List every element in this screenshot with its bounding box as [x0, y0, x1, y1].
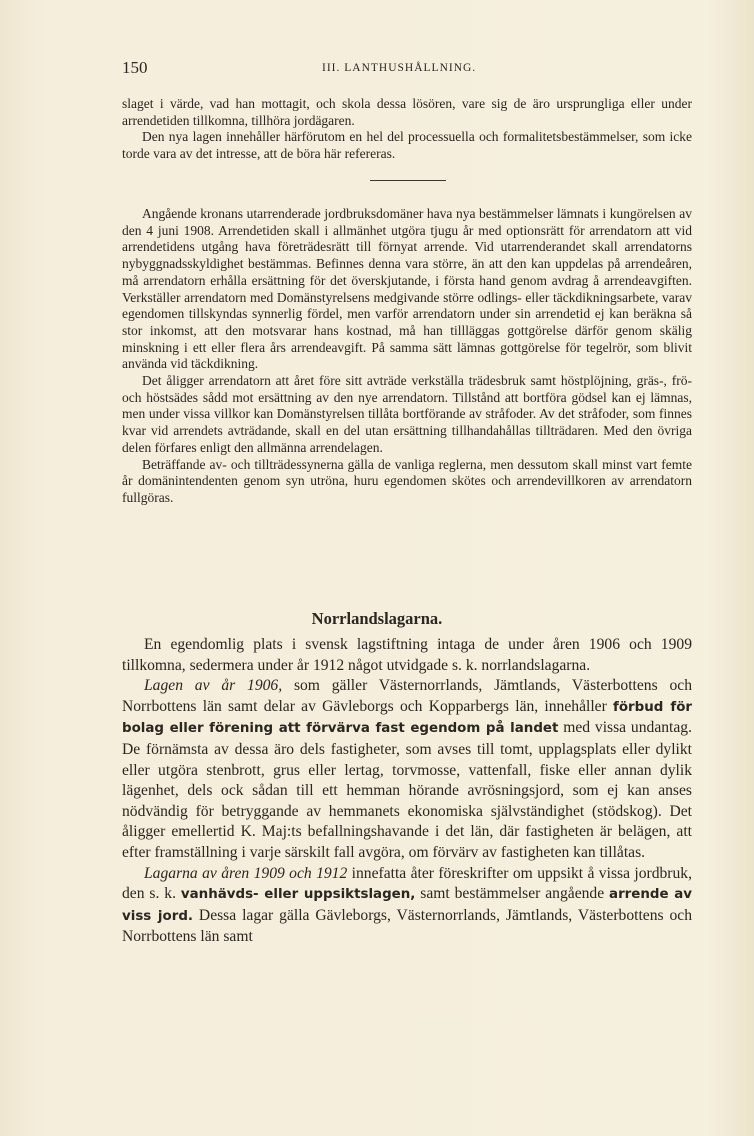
kronans-paragraph-2: Det åligger arrendatorn att året före sitt avträde verkställa trädesbruk samt höstplöjning, gräs-, frö- och höstsädes sådd mot ersättning av den nye arrendatorn. Tillstånd att bortföra gödsel kan ej lämnas, men under vissa villkor kan Domänstyrelsen tillåta bortförande av stråfoder. Av det stråfoder, som finnes kvar vid arrendets avträdande, skall en del utan ersättning tillhandahållas tillträdaren. Med den övriga delen förfares enligt den allmänna arrendelagen.: [122, 373, 692, 455]
section-divider: [370, 180, 446, 181]
norrland-paragraph-2: [122, 676, 692, 863]
law-1909-emphasis-1: vanhävds- eller uppsiktslagen,: [180, 887, 416, 903]
kronans-paragraph-3: Beträffande av- och tillträdessynerna gälla de vanliga reglerna, men dessutom skall minst vart femte år domänintendenten genom syn utröna, huru egendomen skötes och arrendevillkoren av arrendatorn fullgöras.: [122, 456, 692, 505]
law-1906-emphasis: förbud för bolag eller förening att förvärva fast egendom på landet: [122, 699, 693, 737]
law-1909-emphasis-2: arrende av viss jord.: [122, 887, 693, 924]
law-1906-title: Lagen av år 1906,: [144, 677, 283, 695]
page-header: [122, 58, 694, 82]
intro-paragraph-1: slaget i värde, vad han mottagit, och skola dessa lösören, vare sig de äro ursprungliga eller under arrendetiden tillkomna, tillhöra jordägaren.: [122, 96, 692, 128]
intro-text: [122, 96, 692, 163]
law-1909-text-a: innefatta åter föreskrifter om uppsikt å vissa jordbruk, den s. k.: [122, 864, 692, 903]
norrland-text: [122, 635, 692, 948]
section-heading: Norrlandslagarna.: [311, 609, 443, 628]
law-1906-text-a: som gäller Västernorrlands, Jämtlands, Västerbottens och Norrbottens län samt delar av Gävleborgs och Kopparbergs län, innehåller: [122, 677, 692, 715]
kronans-paragraph-1: Angående kronans utarrenderade jordbruksdomäner hava nya bestämmelser lämnats i kungörelsen av den 4 juni 1908. Arrendetiden skall i allmänhet utgöra tjugu år med optionsrätt för arrendatorn att vid arrendetidens utgång hava företrädesrätt till förnyat arrende. Vid utarrenderandet skall arrendatorns nybyggnadsskyldighet bestämmas. Befinnes denna vara större, än att den kan uppdelas på arrendeåren, må arrendatorn erhålla ersättning för det överskjutande, i första hand genom avdrag å arrendeavgiften. Verkställer arrendatorn med Domänstyrelsens medgivande större odlings- eller täckdikningsarbete, varav egendomen tillskyndas synnerlig fördel, men varför arrendatorn under sin arrendetid ej kan beräkna så stor inkomst, att den motsvarar hans kostnad, må han tillläggas gottgörelse därför genom skälig minskning i ett eller flera års arrendeavgift. På samma sätt lämnas gottgörelse för tegelrör, som blivit använda vid täckdikning.: [122, 206, 692, 372]
norrland-paragraph-3: [122, 864, 692, 948]
page-number: 150: [122, 58, 148, 77]
running-title: III. LANTHUSHÅLLNING.: [322, 62, 477, 74]
law-1909-text-b: samt bestämmelser angående: [415, 885, 610, 903]
intro-paragraph-2: Den nya lagen innehåller härförutom en hel del processuella och formalitetsbestämmelser, som icke torde vara av det intresse, att de böra här refereras.: [122, 129, 692, 162]
norrland-paragraph-1: En egendomlig plats i svensk lagstiftning intaga de under åren 1906 och 1909 tillkomna, sedermera under år 1912 något utvidgade s. k. norrlandslagarna.: [122, 636, 692, 674]
law-1909-title: Lagarna av åren 1909 och 1912: [144, 864, 348, 882]
law-1906-text-b: med vissa undantag. De förnämsta av dessa äro dels fastigheter, som avses till tomt, upplagsplats eller dylikt eller utgöra stenbrott, grus eller lertag, torvmosse, vattenfall, fiske eller annan dylik lägenhet, dels ock sådan till ett hemman hörande avrösningsjord, som ej kan anses nödvändig för betryggande av hemmanets ekonomiska självständighet (stödskog). Det åligger emellertid K. Maj:ts befallningshavande i det län, där fastigheten är belägen, att efter framställning i varje särskilt fall avgöra, om förvärv av fastigheten kan tillåtas.: [122, 719, 692, 861]
kronans-text: [122, 206, 692, 507]
law-1909-text-c: Dessa lagar gälla Gävleborgs, Västernorrlands, Jämtlands, Västerbottens och Norrbottens län samt: [122, 906, 692, 946]
